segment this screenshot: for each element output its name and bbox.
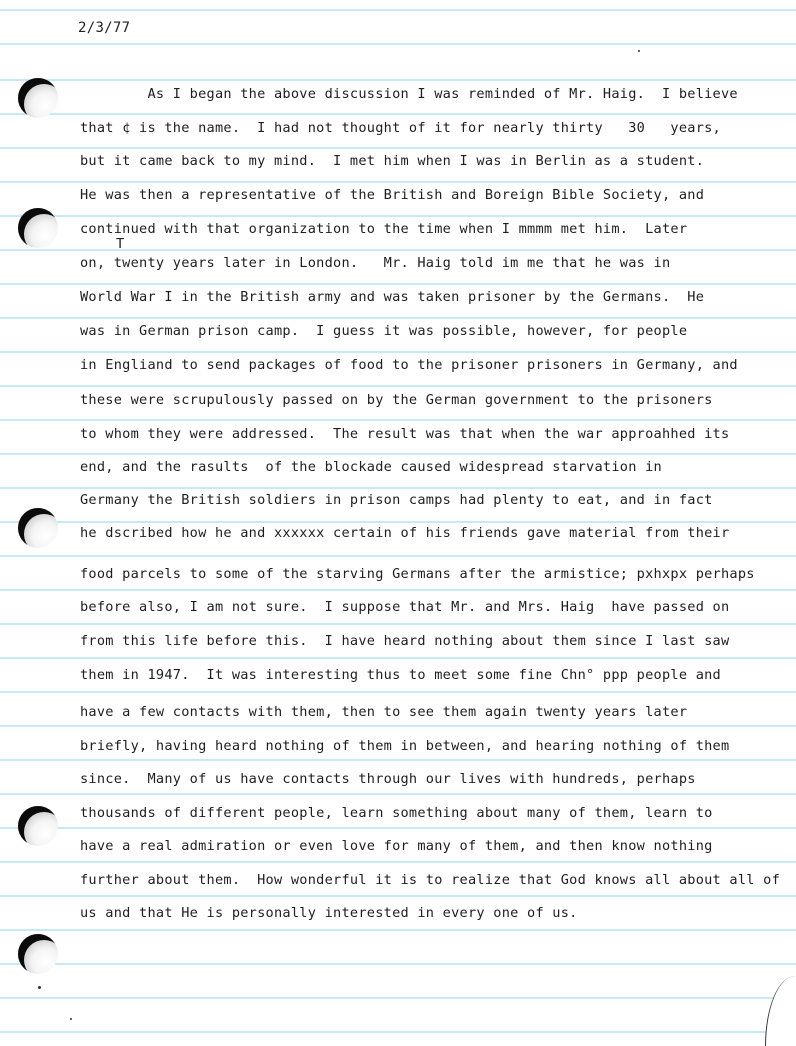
text-line: thousands of different people, learn something about many of them, learn to [80,805,713,821]
binder-hole-3 [18,508,58,548]
text-line: from this life before this. I have heard nothing about them since I last saw [80,633,730,649]
text-line: us and that He is personally interested in every one of us. [80,905,578,921]
text-line: on, twenty years later in London. Mr. Haig told im me that he was in [80,255,671,271]
text-line: to whom they were addressed. The result was that when the war approahhed its [80,426,730,442]
text-line: them in 1947. It was interesting thus to meet some fine Chn° ppp people and [80,667,721,683]
text-line: before also, I am not sure. I suppose that Mr. and Mrs. Haig have passed on [80,599,730,615]
ink-speck [38,986,41,989]
text-line: He was then a representative of the British and Boreign Bible Society, and [80,187,705,203]
text-line: food parcels to some of the starving Germans after the armistice; pxhxpx perhaps [80,566,755,582]
binder-hole-1 [18,78,58,118]
text-line: As I began the above discussion I was reminded of Mr. Haig. I believe [80,86,738,102]
text-line: since. Many of us have contacts through our lives with hundreds, perhaps [80,771,696,787]
text-line: in Engliand to send packages of food to the prisoner prisoners in Germany, and [80,357,738,373]
handwritten-insertion: T [116,236,125,252]
page-date: 2/3/77 [78,20,131,36]
text-line: these were scrupulously passed on by the German government to the prisoners [80,392,713,408]
text-line: was in German prison camp. I guess it was possible, however, for people [80,323,688,339]
binder-hole-2 [18,208,58,248]
binder-hole-4 [18,806,58,846]
text-line: he dscribed how he and xxxxxx certain of his friends gave material from their [80,525,730,541]
text-line: end, and the rasults of the blockade caused widespread starvation in [80,459,662,475]
text-line: have a real admiration or even love for many of them, and then know nothing [80,838,713,854]
text-line: World War I in the British army and was taken prisoner by the Germans. He [80,289,705,305]
text-line: Germany the British soldiers in prison camps had plenty to eat, and in fact [80,492,713,508]
text-line: have a few contacts with them, then to see them again twenty years later [80,704,688,720]
text-line: further about them. How wonderful it is to realize that God knows all about all of [80,872,781,888]
text-line: briefly, having heard nothing of them in between, and hearing nothing of them [80,738,730,754]
ink-speck [70,1018,72,1020]
binder-hole-5 [18,934,58,974]
ink-speck [638,50,640,52]
text-line: but it came back to my mind. I met him when I was in Berlin as a student. [80,153,705,169]
text-line: continued with that organization to the time when I mmmm met him. Later [80,221,688,237]
text-line: that ¢ is the name. I had not thought of it for nearly thirty 30 years, [80,120,721,136]
